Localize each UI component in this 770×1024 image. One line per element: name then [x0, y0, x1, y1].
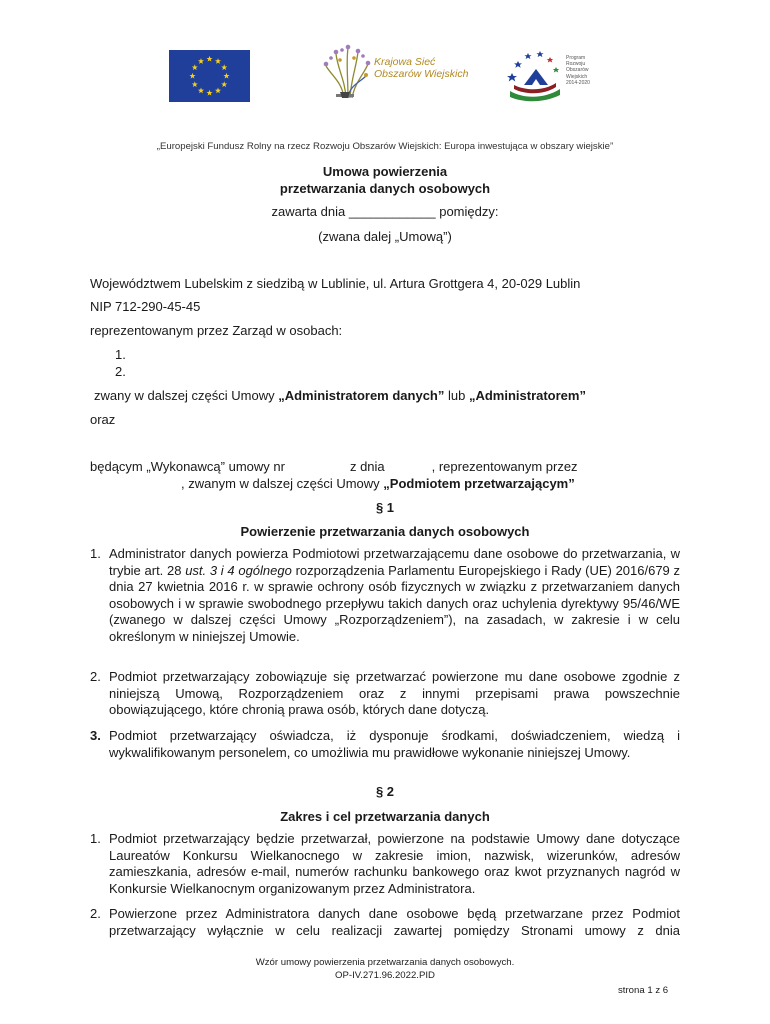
prow-logo — [504, 45, 600, 103]
paragraph-text-part: Administrator danych powierza Podmiotowi przetwarzającemu dane osobowe do przetwarzania, w trybie art. 28 — [109, 546, 680, 578]
prow-emblem-icon — [504, 45, 564, 103]
section1-symbol: § 1 — [375, 500, 395, 515]
prow-line4: Wiejskich — [566, 73, 588, 80]
footer-reference-number: OP-IV.271.96.2022.PID — [335, 970, 435, 981]
party1-called — [94, 388, 586, 403]
section2-paragraph-1 — [90, 831, 680, 897]
prow-line3: Obszarów — [566, 67, 589, 74]
paragraph-text: Podmiot przetwarzający oświadcza, iż dysponuje środkami, doświadczeniem, wiedzą i wykwalifikowanym personelem, co umożliwia mu prawidłowe wykonanie niniejszej Umowy. — [109, 728, 680, 760]
paragraph-number: 2. — [90, 906, 101, 921]
party1-represented: reprezentowanym przez Zarząd w osobach: — [90, 323, 343, 338]
page-number: strona 1 z 6 — [618, 985, 669, 996]
party1-called-mid: lub — [444, 388, 469, 403]
eu-fund-caption: „Europejski Fundusz Rolny na rzecz Rozwoju Obszarów Wiejskich: Europa inwestująca w obszary wiejskie” — [156, 141, 614, 152]
eu-flag-icon — [169, 50, 250, 102]
paragraph-number: 3. — [90, 728, 101, 743]
party2-line2-prefix: , zwanym w dalszej części Umowy — [181, 476, 384, 491]
prow-line2: Rozwoju — [566, 61, 586, 68]
paragraph-text — [109, 546, 680, 645]
section2-heading: Zakres i cel przetwarzania danych — [280, 809, 490, 824]
party1-called-admin: „Administratorem” — [468, 388, 586, 403]
document-title-line1: Umowa powierzenia — [322, 164, 448, 179]
ksow-tree-icon — [318, 42, 378, 106]
ksow-name-line2: Obszarów Wiejskich — [374, 68, 469, 80]
paragraph-number: 1. — [90, 546, 101, 561]
paragraph-text: Podmiot przetwarzający zobowiązuje się przetwarzać powierzone mu dane osobowe zgodnie z niniejszą Umową, Rozporządzeniem oraz z innymi przepisami prawa powszechnie obowiązującego, które chronią prawa osób, których dane dotyczą. — [109, 669, 680, 717]
representative-item-2: 2. — [115, 364, 126, 379]
party2-processor-name: „Podmiotem przetwarzającym” — [383, 476, 575, 491]
party1-called-prefix: zwany w dalszej części Umowy — [94, 388, 279, 403]
ksow-name-line1: Krajowa Sieć — [374, 56, 436, 68]
ksow-name — [374, 56, 468, 80]
paragraph-number: 1. — [90, 831, 101, 846]
section2-symbol: § 2 — [375, 784, 395, 799]
section1-paragraph-3 — [90, 728, 680, 761]
document-title-line2: przetwarzania danych osobowych — [279, 181, 491, 196]
party2-line1: będącym „Wykonawcą” umowy nr z dnia , reprezentowanym przez — [90, 459, 578, 474]
paragraph-text-part: rozporządzenia Parlamentu Europejskiego i Rady (UE) 2016/679 z dnia 27 kwietnia 2016 r. w sprawie ochrony osób fizycznych w związku z przetwarzaniem danych osobowych i w sprawie swobodnego przepływu takich danych oraz uchylenia dyrektywy 95/46/WE (zwanego w dalszej części Umowy „Rozporządzeniem”), na zasadach, w zakresie i w celu określonym w niniejszej Umowie. — [109, 562, 681, 644]
section2-paragraph-2 — [90, 906, 680, 939]
paragraph-text-italic: ust. 3 i 4 ogólnego — [185, 562, 292, 578]
section1-paragraph-2 — [90, 669, 680, 719]
and-word: oraz — [90, 412, 116, 427]
representative-item-1: 1. — [115, 347, 126, 362]
called-umowa-line: (zwana dalej „Umową”) — [318, 229, 452, 244]
paragraph-text: Podmiot przetwarzający będzie przetwarzał, powierzone na podstawie Umowy dane dotyczące Laureatów Konkursu Wielkanocnego w zakresie imion, nazwisk, wizerunków, adresów zamieszkania, adresów e-mail, numerów rachunku bankowego oraz kwot przyznanych nagród w Konkursie Wielkanocnym organizowanym przez Administratora. — [109, 831, 680, 896]
prow-name — [566, 55, 590, 86]
section1-paragraph-1 — [90, 546, 680, 645]
eu-flag-logo — [169, 50, 250, 102]
party1-called-admin-data: „Administratorem danych” — [278, 388, 445, 403]
concluded-date-line: zawarta dnia ____________ pomiędzy: — [271, 204, 499, 219]
party1-name: Województwem Lubelskim z siedzibą w Lublinie, ul. Artura Grottgera 4, 20-029 Lublin — [90, 276, 581, 291]
section1-heading: Powierzenie przetwarzania danych osobowych — [240, 524, 530, 539]
party1-nip: NIP 712-290-45-45 — [90, 299, 201, 314]
prow-line1: Program — [566, 55, 586, 61]
ksow-logo — [318, 42, 480, 106]
prow-line5: 2014-2020 — [566, 79, 590, 86]
paragraph-text: Powierzone przez Administratora danych dane osobowe będą przetwarzane przez Podmiot przetwarzający wyłącznie w celu realizacji zawartej pomiędzy Stronami umowy z dnia — [109, 906, 680, 938]
footer-template-name: Wzór umowy powierzenia przetwarzania danych osobowych. — [255, 957, 515, 968]
party2-line2 — [181, 476, 575, 491]
paragraph-number: 2. — [90, 669, 101, 684]
